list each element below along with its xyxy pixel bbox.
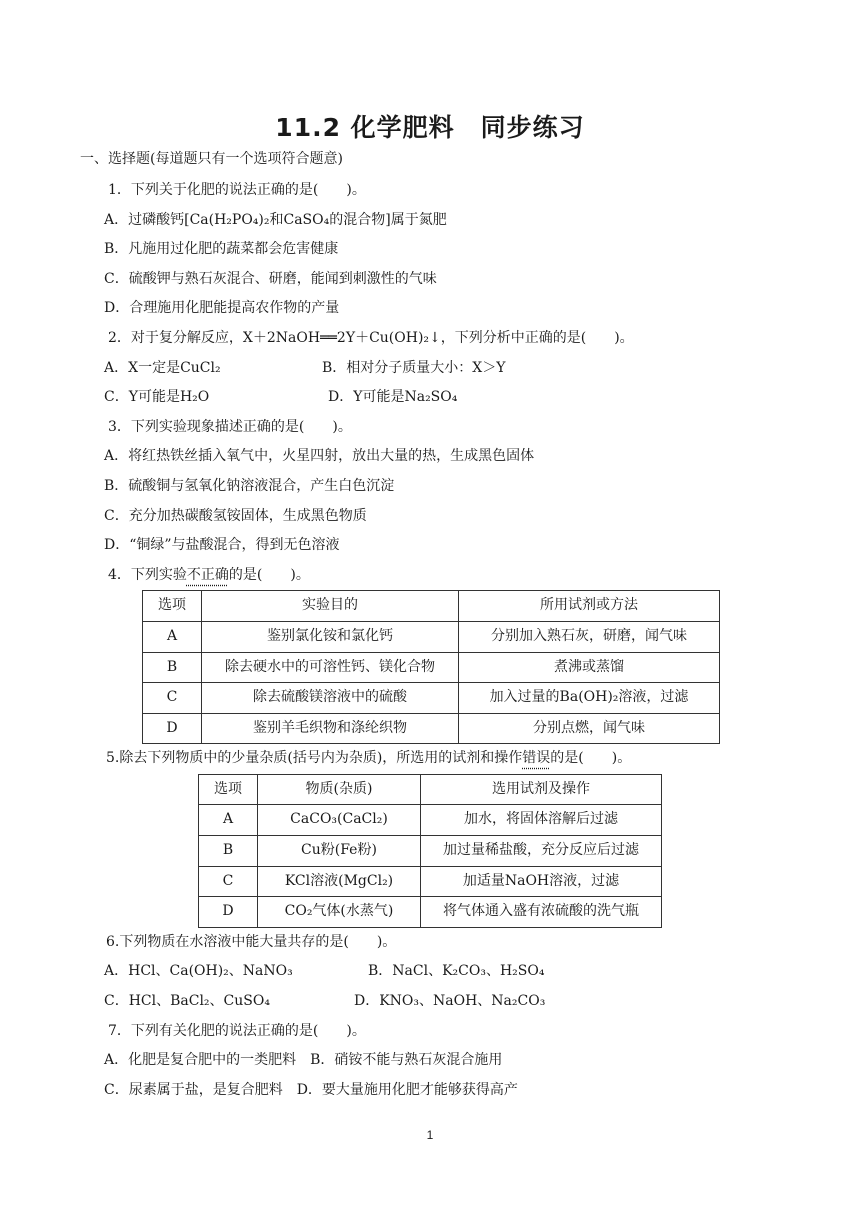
table-cell: A — [143, 621, 202, 652]
q6-option-d: D．KNO₃、NaOH、Na₂CO₃ — [354, 993, 546, 1010]
table-cell: D — [143, 713, 202, 744]
q7-options-ab: A．化肥是复合肥中的一类肥料 B．硝铵不能与熟石灰混合施用 — [104, 1052, 503, 1069]
table-cell: B — [199, 836, 258, 867]
table-cell: Cu粉(Fe粉) — [258, 836, 421, 867]
table-cell: 加入过量的Ba(OH)₂溶液，过滤 — [459, 683, 720, 714]
q1-option-b: B．凡施用过化肥的蔬菜都会危害健康 — [104, 241, 339, 258]
table-cell: 将气体通入盛有浓硫酸的洗气瓶 — [421, 897, 662, 928]
table-cell: 分别点燃，闻气味 — [459, 713, 720, 744]
q1-option-a: A．过磷酸钙[Ca(H₂PO₄)₂和CaSO₄的混合物]属于氮肥 — [104, 211, 447, 228]
table-cell: 加适量NaOH溶液，过滤 — [421, 866, 662, 897]
q5-stem-post: 的是( )。 — [550, 750, 632, 767]
table-cell: 除去硫酸镁溶液中的硫酸 — [202, 683, 459, 714]
table-row — [143, 683, 720, 714]
q3-stem: 3．下列实验现象描述正确的是( )。 — [108, 418, 352, 435]
table-header-cell: 所用试剂或方法 — [459, 591, 720, 622]
table-cell: A — [199, 805, 258, 836]
table-header-cell: 选项 — [199, 774, 258, 805]
table-header-cell: 物质(杂质) — [258, 774, 421, 805]
table-header-row — [199, 774, 662, 805]
table-cell: D — [199, 897, 258, 928]
q4-stem-pre: 4．下列实验 — [108, 566, 187, 583]
question-list — [106, 176, 826, 1105]
q2-option-d: D．Y可能是Na₂SO₄ — [328, 389, 458, 406]
q3-option-d: D．“铜绿”与盐酸混合，得到无色溶液 — [104, 537, 340, 554]
q3-option-c: C．充分加热碳酸氢铵固体，生成黑色物质 — [104, 507, 367, 524]
table-row — [143, 713, 720, 744]
q1-stem: 1．下列关于化肥的说法正确的是( )。 — [108, 182, 366, 198]
page-number: 1 — [426, 1128, 434, 1142]
table-cell: 鉴别氯化铵和氯化钙 — [202, 621, 459, 652]
table-cell: C — [143, 683, 202, 714]
q2-option-b: B．相对分子质量大小：X＞Y — [322, 359, 506, 376]
table-cell: 分别加入熟石灰，研磨，闻气味 — [459, 621, 720, 652]
page-title: 11.2 化学肥料 同步练习 — [275, 113, 585, 142]
q6-stem: 6.下列物质在水溶液中能大量共存的是( )。 — [106, 933, 397, 950]
table-header-cell: 选项 — [143, 591, 202, 622]
table-header-cell: 实验目的 — [202, 591, 459, 622]
q2-option-a: A．X一定是CuCl₂ — [104, 359, 221, 376]
q4-table — [142, 590, 720, 744]
q6-option-a: A．HCl、Ca(OH)₂、NaNO₃ — [104, 963, 293, 980]
q3-option-a: A．将红热铁丝插入氧气中，火星四射，放出大量的热，生成黑色固体 — [104, 448, 535, 465]
q7-options-cd: C．尿素属于盐，是复合肥料 D．要大量施用化肥才能够获得高产 — [104, 1081, 518, 1098]
table-cell: CO₂气体(水蒸气) — [258, 897, 421, 928]
q2-stem: 2．对于复分解反应，X＋2NaOH══2Y＋Cu(OH)₂↓，下列分析中正确的是( )。 — [108, 329, 634, 346]
q1-option-d: D．合理施用化肥能提高农作物的产量 — [104, 300, 340, 317]
q6-option-b: B．NaCl、K₂CO₃、H₂SO₄ — [368, 963, 545, 980]
table-cell: C — [199, 866, 258, 897]
table-cell: 加过量稀盐酸，充分反应后过滤 — [421, 836, 662, 867]
table-header-cell: 选用试剂及操作 — [421, 774, 662, 805]
q2-option-c: C．Y可能是H₂O — [104, 389, 210, 406]
table-row — [143, 621, 720, 652]
q5-stem-pre: 5.除去下列物质中的少量杂质(括号内为杂质)，所选用的试剂和操作 — [106, 750, 523, 767]
table-cell: CaCO₃(CaCl₂) — [258, 805, 421, 836]
table-cell: KCl溶液(MgCl₂) — [258, 866, 421, 897]
q7-stem: 7．下列有关化肥的说法正确的是( )。 — [108, 1022, 366, 1039]
q4-stem-post: 的是( )。 — [228, 566, 310, 583]
table-row — [199, 805, 662, 836]
q5-table — [198, 774, 662, 928]
q5-stem — [106, 744, 826, 774]
table-row — [199, 836, 662, 867]
table-cell: 煮沸或蒸馏 — [459, 652, 720, 683]
table-header-row — [143, 591, 720, 622]
q3-option-b: B．硫酸铜与氢氧化钠溶液混合，产生白色沉淀 — [104, 477, 395, 494]
table-row — [199, 866, 662, 897]
table-row — [199, 897, 662, 928]
q1-option-c: C．硫酸钾与熟石灰混合、研磨，能闻到刺激性的气味 — [104, 270, 437, 287]
table-cell: 鉴别羊毛织物和涤纶织物 — [202, 713, 459, 744]
q4-stem — [106, 561, 826, 591]
q6-option-c: C．HCl、BaCl₂、CuSO₄ — [104, 993, 270, 1010]
table-cell: 除去硬水中的可溶性钙、镁化合物 — [202, 652, 459, 683]
q4-stem-emphasis: 不正确 — [186, 566, 229, 583]
q5-stem-emphasis: 错误 — [522, 750, 551, 767]
section-heading: 一、选择题(每道题只有一个选项符合题意) — [80, 151, 343, 167]
table-cell: B — [143, 652, 202, 683]
table-cell: 加水，将固体溶解后过滤 — [421, 805, 662, 836]
table-row — [143, 652, 720, 683]
